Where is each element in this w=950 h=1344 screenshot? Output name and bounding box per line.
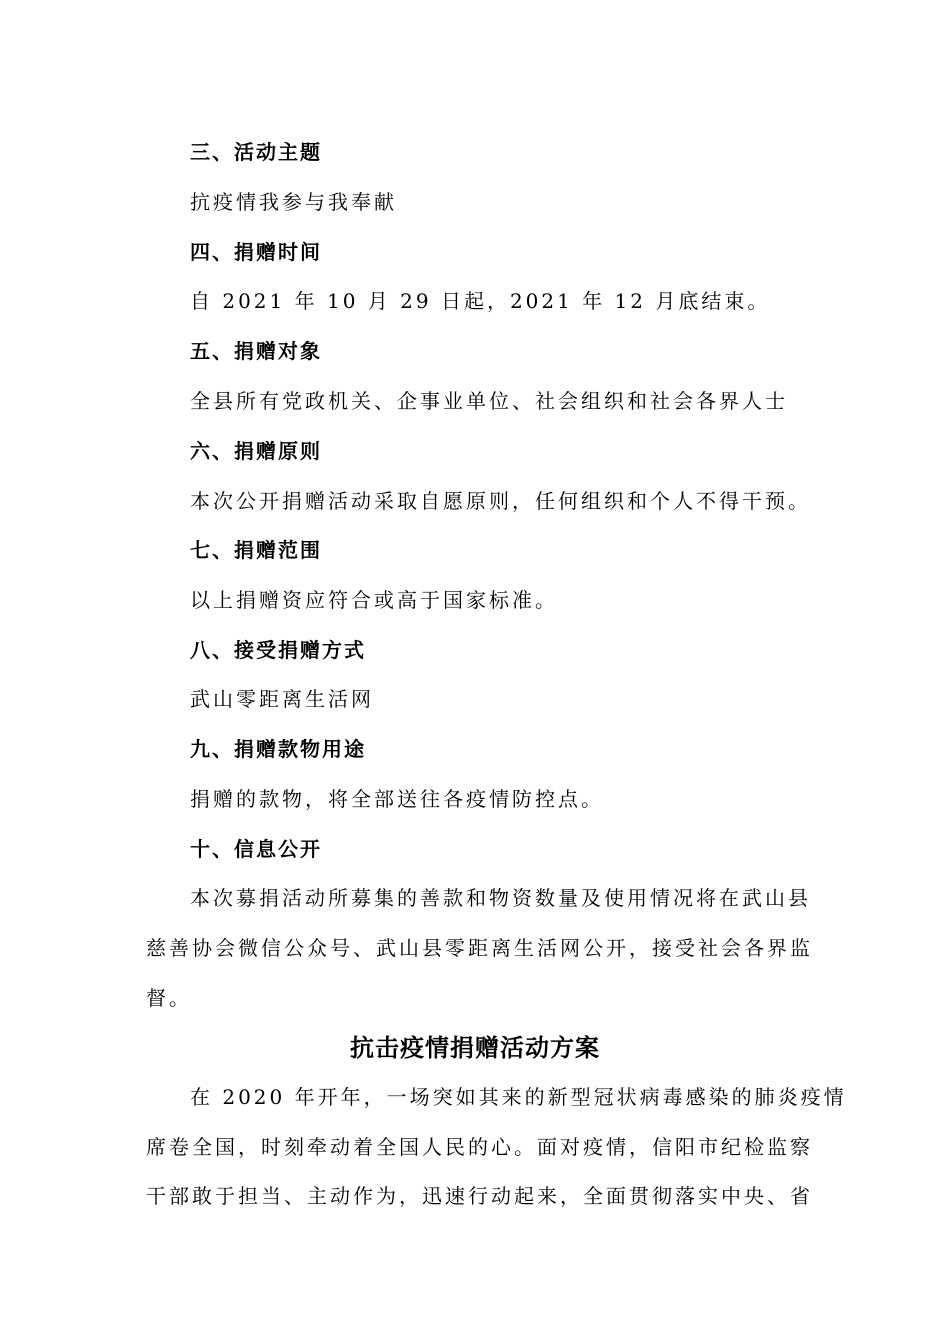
section-body-principle: 本次公开捐赠活动采取自愿原则，任何组织和个人不得干预。 — [190, 489, 811, 513]
section-body-disclosure-line-2: 慈善协会微信公众号、武山县零距离生活网公开，接受社会各界监 — [146, 936, 813, 960]
section-heading-method: 八、接受捐赠方式 — [190, 638, 366, 662]
section-heading-time: 四、捐赠时间 — [190, 240, 322, 264]
section-body-target: 全县所有党政机关、企事业单位、社会组织和社会各界人士 — [190, 389, 788, 413]
section-heading-scope: 七、捐赠范围 — [190, 538, 322, 562]
section-body-disclosure-line-3: 督。 — [146, 986, 192, 1010]
section-body-scope: 以上捐赠资应符合或高于国家标准。 — [190, 588, 558, 612]
section-heading-target: 五、捐赠对象 — [190, 339, 322, 363]
paragraph-line-3: 干部敢于担当、主动作为，迅速行动起来，全面贯彻落实中央、省 — [146, 1184, 813, 1208]
section-heading-disclosure: 十、信息公开 — [190, 837, 322, 861]
section-body-theme: 抗疫情我参与我奉献 — [190, 190, 397, 214]
section-heading-usage: 九、捐赠款物用途 — [190, 737, 366, 761]
section-body-method: 武山零距离生活网 — [190, 687, 374, 711]
paragraph-line-1: 在 2020 年开年，一场突如其来的新型冠状病毒感染的肺炎疫情 — [190, 1085, 847, 1109]
section-body-disclosure-line-1: 本次募捐活动所募集的善款和物资数量及使用情况将在武山县 — [190, 886, 811, 910]
section-body-usage: 捐赠的款物，将全部送往各疫情防控点。 — [190, 787, 604, 811]
document-title: 抗击疫情捐赠活动方案 — [350, 1033, 600, 1062]
section-heading-principle: 六、捐赠原则 — [190, 439, 322, 463]
paragraph-line-2: 席卷全国，时刻牵动着全国人民的心。面对疫情，信阳市纪检监察 — [146, 1135, 813, 1159]
section-heading-theme: 三、活动主题 — [190, 140, 322, 164]
section-body-time: 自 2021 年 10 月 29 日起，2021 年 12 月底结束。 — [190, 289, 771, 313]
